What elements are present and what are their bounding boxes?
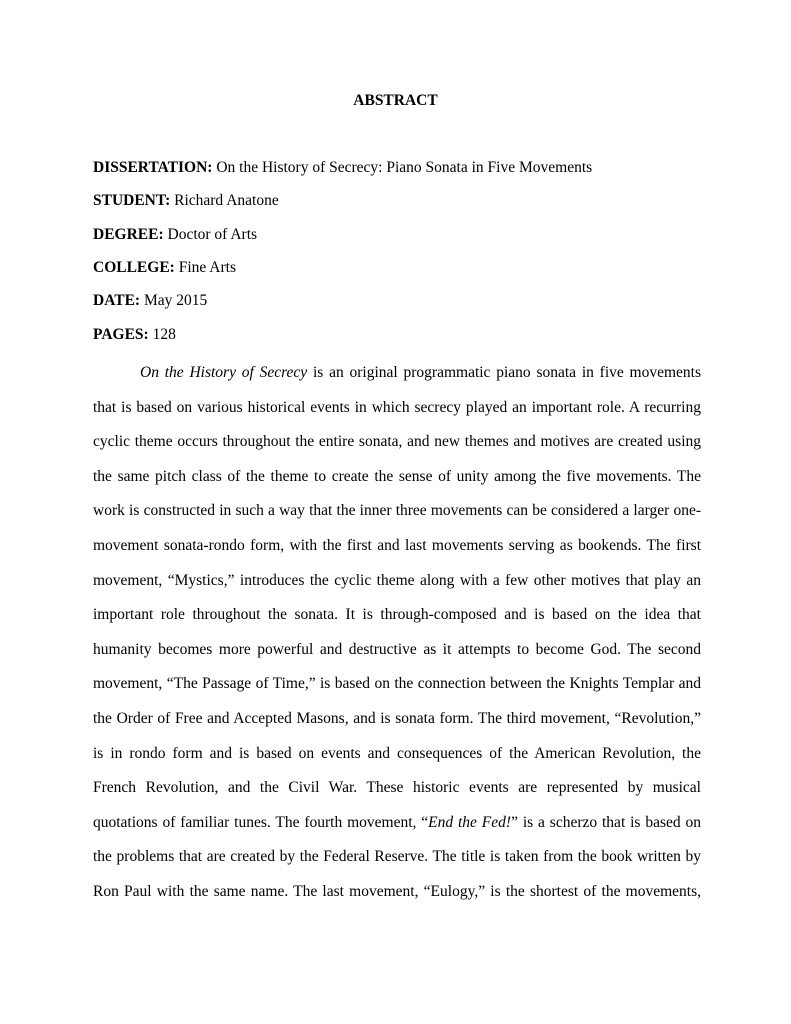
body-line: humanity becomes more powerful and destructive as it attempts to become God. The second	[93, 640, 701, 658]
dissertation-field	[93, 159, 592, 177]
abstract-heading: ABSTRACT	[353, 92, 438, 109]
date-value: May 2015	[140, 292, 208, 309]
college-field	[93, 259, 236, 277]
body-line: cyclic theme occurs throughout the entire sonata, and new themes and motives are created using	[93, 433, 701, 451]
pages-value: 128	[148, 326, 176, 343]
body-line: Ron Paul with the same name. The last movement, “Eulogy,” is the shortest of the movements,	[93, 882, 701, 900]
student-field	[93, 192, 279, 210]
degree-value: Doctor of Arts	[163, 226, 258, 243]
date-label: DATE:	[93, 292, 141, 309]
body-line: the problems that are created by the Federal Reserve. The title is taken from the book written by	[93, 848, 701, 866]
body-line: is in rondo form and is based on events and consequences of the American Revolution, the	[93, 744, 701, 762]
body-line: the Order of Free and Accepted Masons, and is sonata form. The third movement, “Revolution,”	[93, 709, 701, 727]
body-line: work is constructed in such a way that the inner three movements can be considered a larger one-	[93, 502, 701, 520]
body-line: movement sonata-rondo form, with the first and last movements serving as bookends. The first	[93, 536, 701, 554]
date-field	[93, 292, 207, 310]
body-line: important role throughout the sonata. It is through-composed and is based on the idea that	[93, 606, 701, 624]
work-title: On the History of Secrecy	[140, 364, 308, 381]
pages-label: PAGES:	[93, 326, 149, 343]
body-line: quotations of familiar tunes. The fourth movement, “End the Fed!” is a scherzo that is based on	[93, 813, 701, 831]
book-title: End the Fed!	[428, 813, 512, 831]
student-label: STUDENT:	[93, 192, 171, 209]
body-line: On the History of Secrecy is an original programmatic piano sonata in five movements	[140, 364, 702, 381]
body-line: French Revolution, and the Civil War. These historic events are represented by musical	[93, 779, 701, 797]
pages-field	[93, 326, 176, 344]
degree-field	[93, 226, 257, 244]
body-line: movement, “The Passage of Time,” is based on the connection between the Knights Templar and	[93, 675, 701, 693]
abstract-body	[93, 356, 701, 910]
college-value: Fine Arts	[174, 259, 236, 276]
dissertation-label: DISSERTATION:	[93, 159, 213, 176]
body-line: that is based on various historical events in which secrecy played an important role. A recurring	[93, 398, 701, 416]
body-line: the same pitch class of the theme to create the sense of unity among the five movements. The	[93, 467, 701, 485]
dissertation-value: On the History of Secrecy: Piano Sonata in Five Movements	[212, 159, 593, 176]
student-value: Richard Anatone	[170, 192, 279, 209]
college-label: COLLEGE:	[93, 259, 175, 276]
body-line: movement, “Mystics,” introduces the cyclic theme along with a few other motives that play an	[93, 571, 701, 589]
degree-label: DEGREE:	[93, 226, 164, 243]
